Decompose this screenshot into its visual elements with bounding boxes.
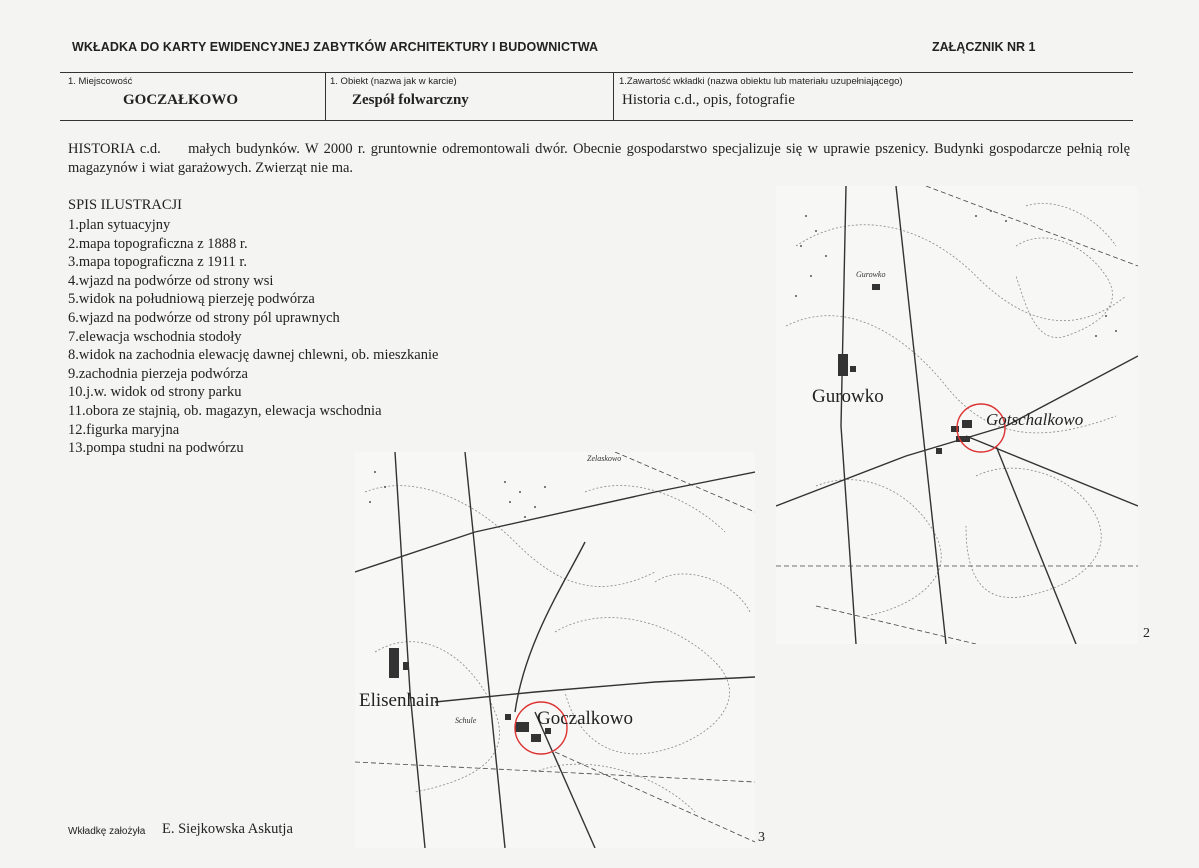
history-lead: HISTORIA c.d.	[68, 141, 161, 157]
map-1888-estate-label: Gotschalkowo	[986, 410, 1084, 429]
table-top-rule	[60, 72, 1133, 73]
annex-number: ZAŁĄCZNIK NR 1	[932, 40, 1036, 54]
table-divider-2	[613, 72, 614, 120]
illustration-list-item: 4.wjazd na podwórze od strony wsi	[68, 272, 274, 289]
object-label: 1. Obiekt (nazwa jak w karcie)	[330, 76, 457, 87]
map-1911-small-label-2: Schule	[455, 716, 477, 725]
map-1888-drawing	[776, 186, 1138, 644]
map-1911-drawing	[355, 452, 755, 848]
map-1888-village-label: Gurowko	[812, 386, 884, 407]
map-1911-page-number: 3	[758, 830, 765, 845]
illustration-list-item: 1.plan sytuacyjny	[68, 217, 171, 233]
illustrations-title: SPIS ILUSTRACJI	[68, 197, 183, 213]
illustration-list-item: 9.zachodnia pierzeja podwórza	[68, 365, 248, 382]
map-1888-page-number: 2	[1143, 626, 1150, 641]
locality-value: GOCZAŁKOWO	[123, 92, 239, 108]
object-value: Zespół folwarczny	[352, 92, 469, 108]
map-1911-small-label-1: Zelaskowo	[587, 454, 622, 463]
illustration-list-item: 12.figurka maryjna	[68, 421, 180, 438]
table-bottom-rule	[60, 120, 1133, 121]
illustration-list-item: 13.pompa studni na podwórzu	[68, 440, 244, 457]
contents-value: Historia c.d., opis, fotografie	[622, 92, 795, 108]
history-text: małych budynków. W 2000 r. gruntownie odremontowali dwór. Obecnie gospodarstwo specjalizuje się w uprawie pszenicy. Budynki gospodarcze pełnią rolę magazynów i wiat garażowych. Zwierząt nie ma.	[68, 141, 1130, 176]
history-paragraph	[68, 140, 1130, 178]
topographic-map-1911	[355, 452, 755, 848]
locality-label: 1. Miejscowość	[68, 76, 133, 87]
topographic-map-1888	[776, 186, 1138, 644]
illustration-list-item: 3.mapa topograficzna z 1911 r.	[68, 254, 248, 271]
footer-label: Wkładkę założyła	[68, 826, 146, 837]
illustration-list-item: 11.obora ze stajnią, ob. magazyn, elewacja wschodnia	[68, 402, 382, 419]
contents-label: 1.Zawartość wkładki (nazwa obiektu lub materiału uzupełniającego)	[619, 76, 903, 87]
map-1911-estate-label: Goczalkowo	[537, 708, 634, 729]
illustration-list-item: 10.j.w. widok od strony parku	[68, 384, 242, 401]
map-1888-small-label: Gurowko	[856, 270, 886, 279]
illustration-list-item: 8.widok na zachodnia elewację dawnej chlewni, ob. mieszkanie	[68, 347, 439, 364]
illustrations-list	[68, 216, 438, 458]
document-title: WKŁADKA DO KARTY EWIDENCYJNEJ ZABYTKÓW ARCHITEKTURY I BUDOWNICTWA	[72, 40, 599, 54]
illustration-list-item: 2.mapa topograficzna z 1888 r.	[68, 235, 248, 252]
illustration-list-item: 5.widok na południową pierzeję podwórza	[68, 291, 315, 308]
illustration-list-item: 7.elewacja wschodnia stodoły	[68, 328, 242, 345]
illustration-list-item: 6.wjazd na podwórze od strony pól uprawnych	[68, 309, 340, 326]
footer-author: E. Siejkowska Askutja	[162, 821, 293, 837]
table-divider-1	[325, 72, 326, 120]
map-1911-village-label: Elisenhain	[359, 690, 440, 711]
